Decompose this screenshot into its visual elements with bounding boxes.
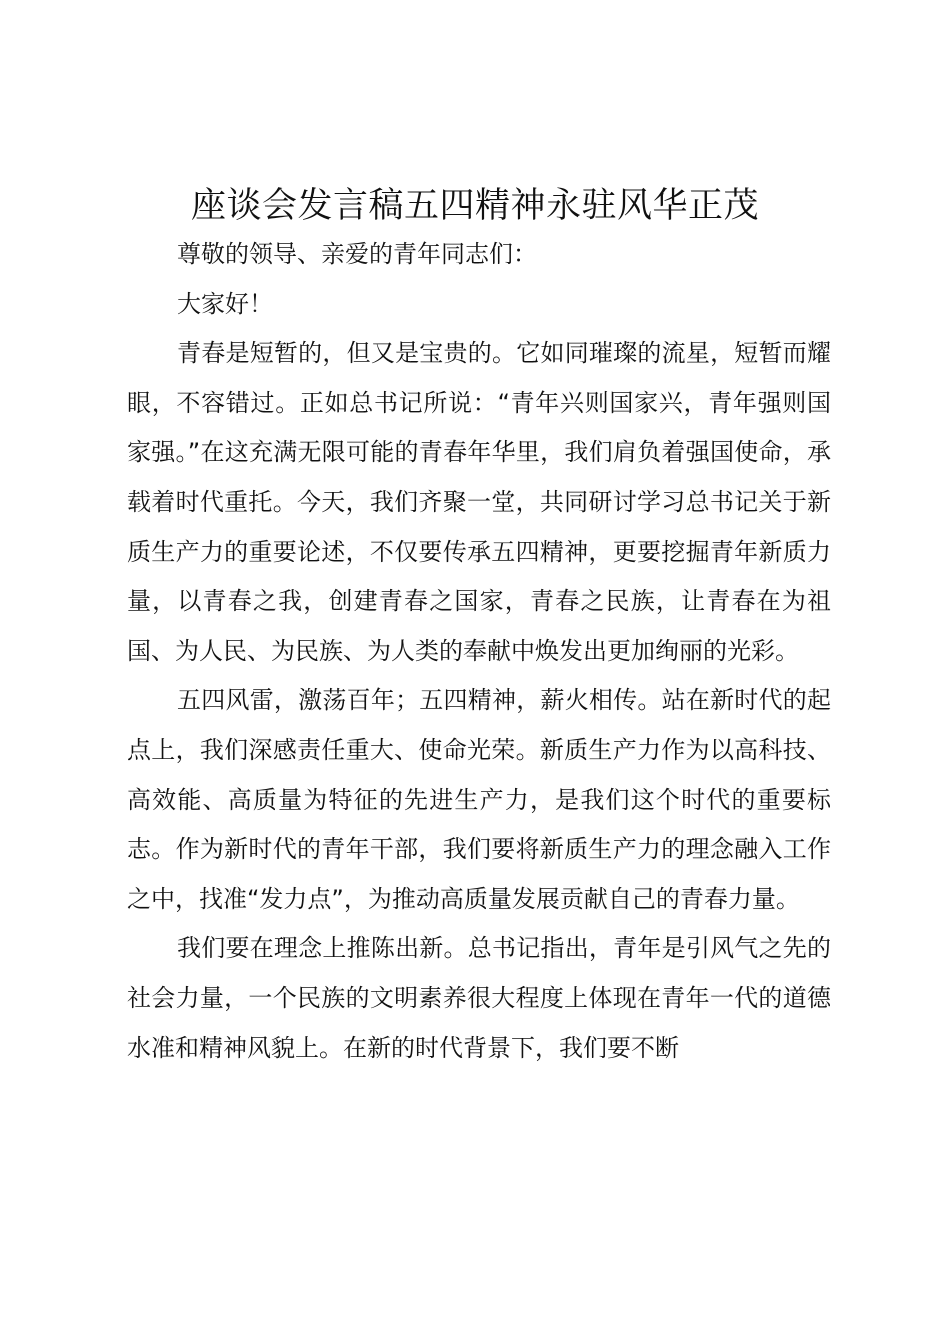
document-title: 座谈会发言稿五四精神永驻风华正茂: [190, 186, 759, 226]
paragraph-salutation: 尊敬的领导、亲爱的青年同志们：: [177, 240, 537, 268]
paragraph: 我们要在理念上推陈出新。总书记指出，青年是引风气之先的社会力量，一个民族的文明素养很大程度上体现在青年一代的道德水准和精神风貌上。在新的时代背景下，我们要不断: [127, 934, 831, 1062]
document-body: [127, 230, 831, 1073]
paragraph: 五四风雷，激荡百年；五四精神，薪火相传。站在新时代的起点上，我们深感责任重大、使命光荣。新质生产力作为以高科技、高效能、高质量为特征的先进生产力，是我们这个时代的重要标志。作为新时代的青年干部，我们要将新质生产力的理念融入工作之中，找准“发力点”，为推动高质量发展贡献自己的青春力量。: [127, 686, 831, 913]
paragraph: 青春是短暂的，但又是宝贵的。它如同璀璨的流星，短暂而耀眼，不容错过。正如总书记所说：“青年兴则国家兴，青年强则国家强。”在这充满无限可能的青春年华里，我们肩负着强国使命，承载着时代重托。今天，我们齐聚一堂，共同研讨学习总书记关于新质生产力的重要论述，不仅要传承五四精神，更要挖掘青年新质力量，以青春之我，创建青春之国家，青春之民族，让青春在为祖国、为人民、为民族、为人类的奉献中焕发出更加绚丽的光彩。: [127, 339, 831, 665]
paragraph-greeting: 大家好！: [177, 289, 273, 318]
